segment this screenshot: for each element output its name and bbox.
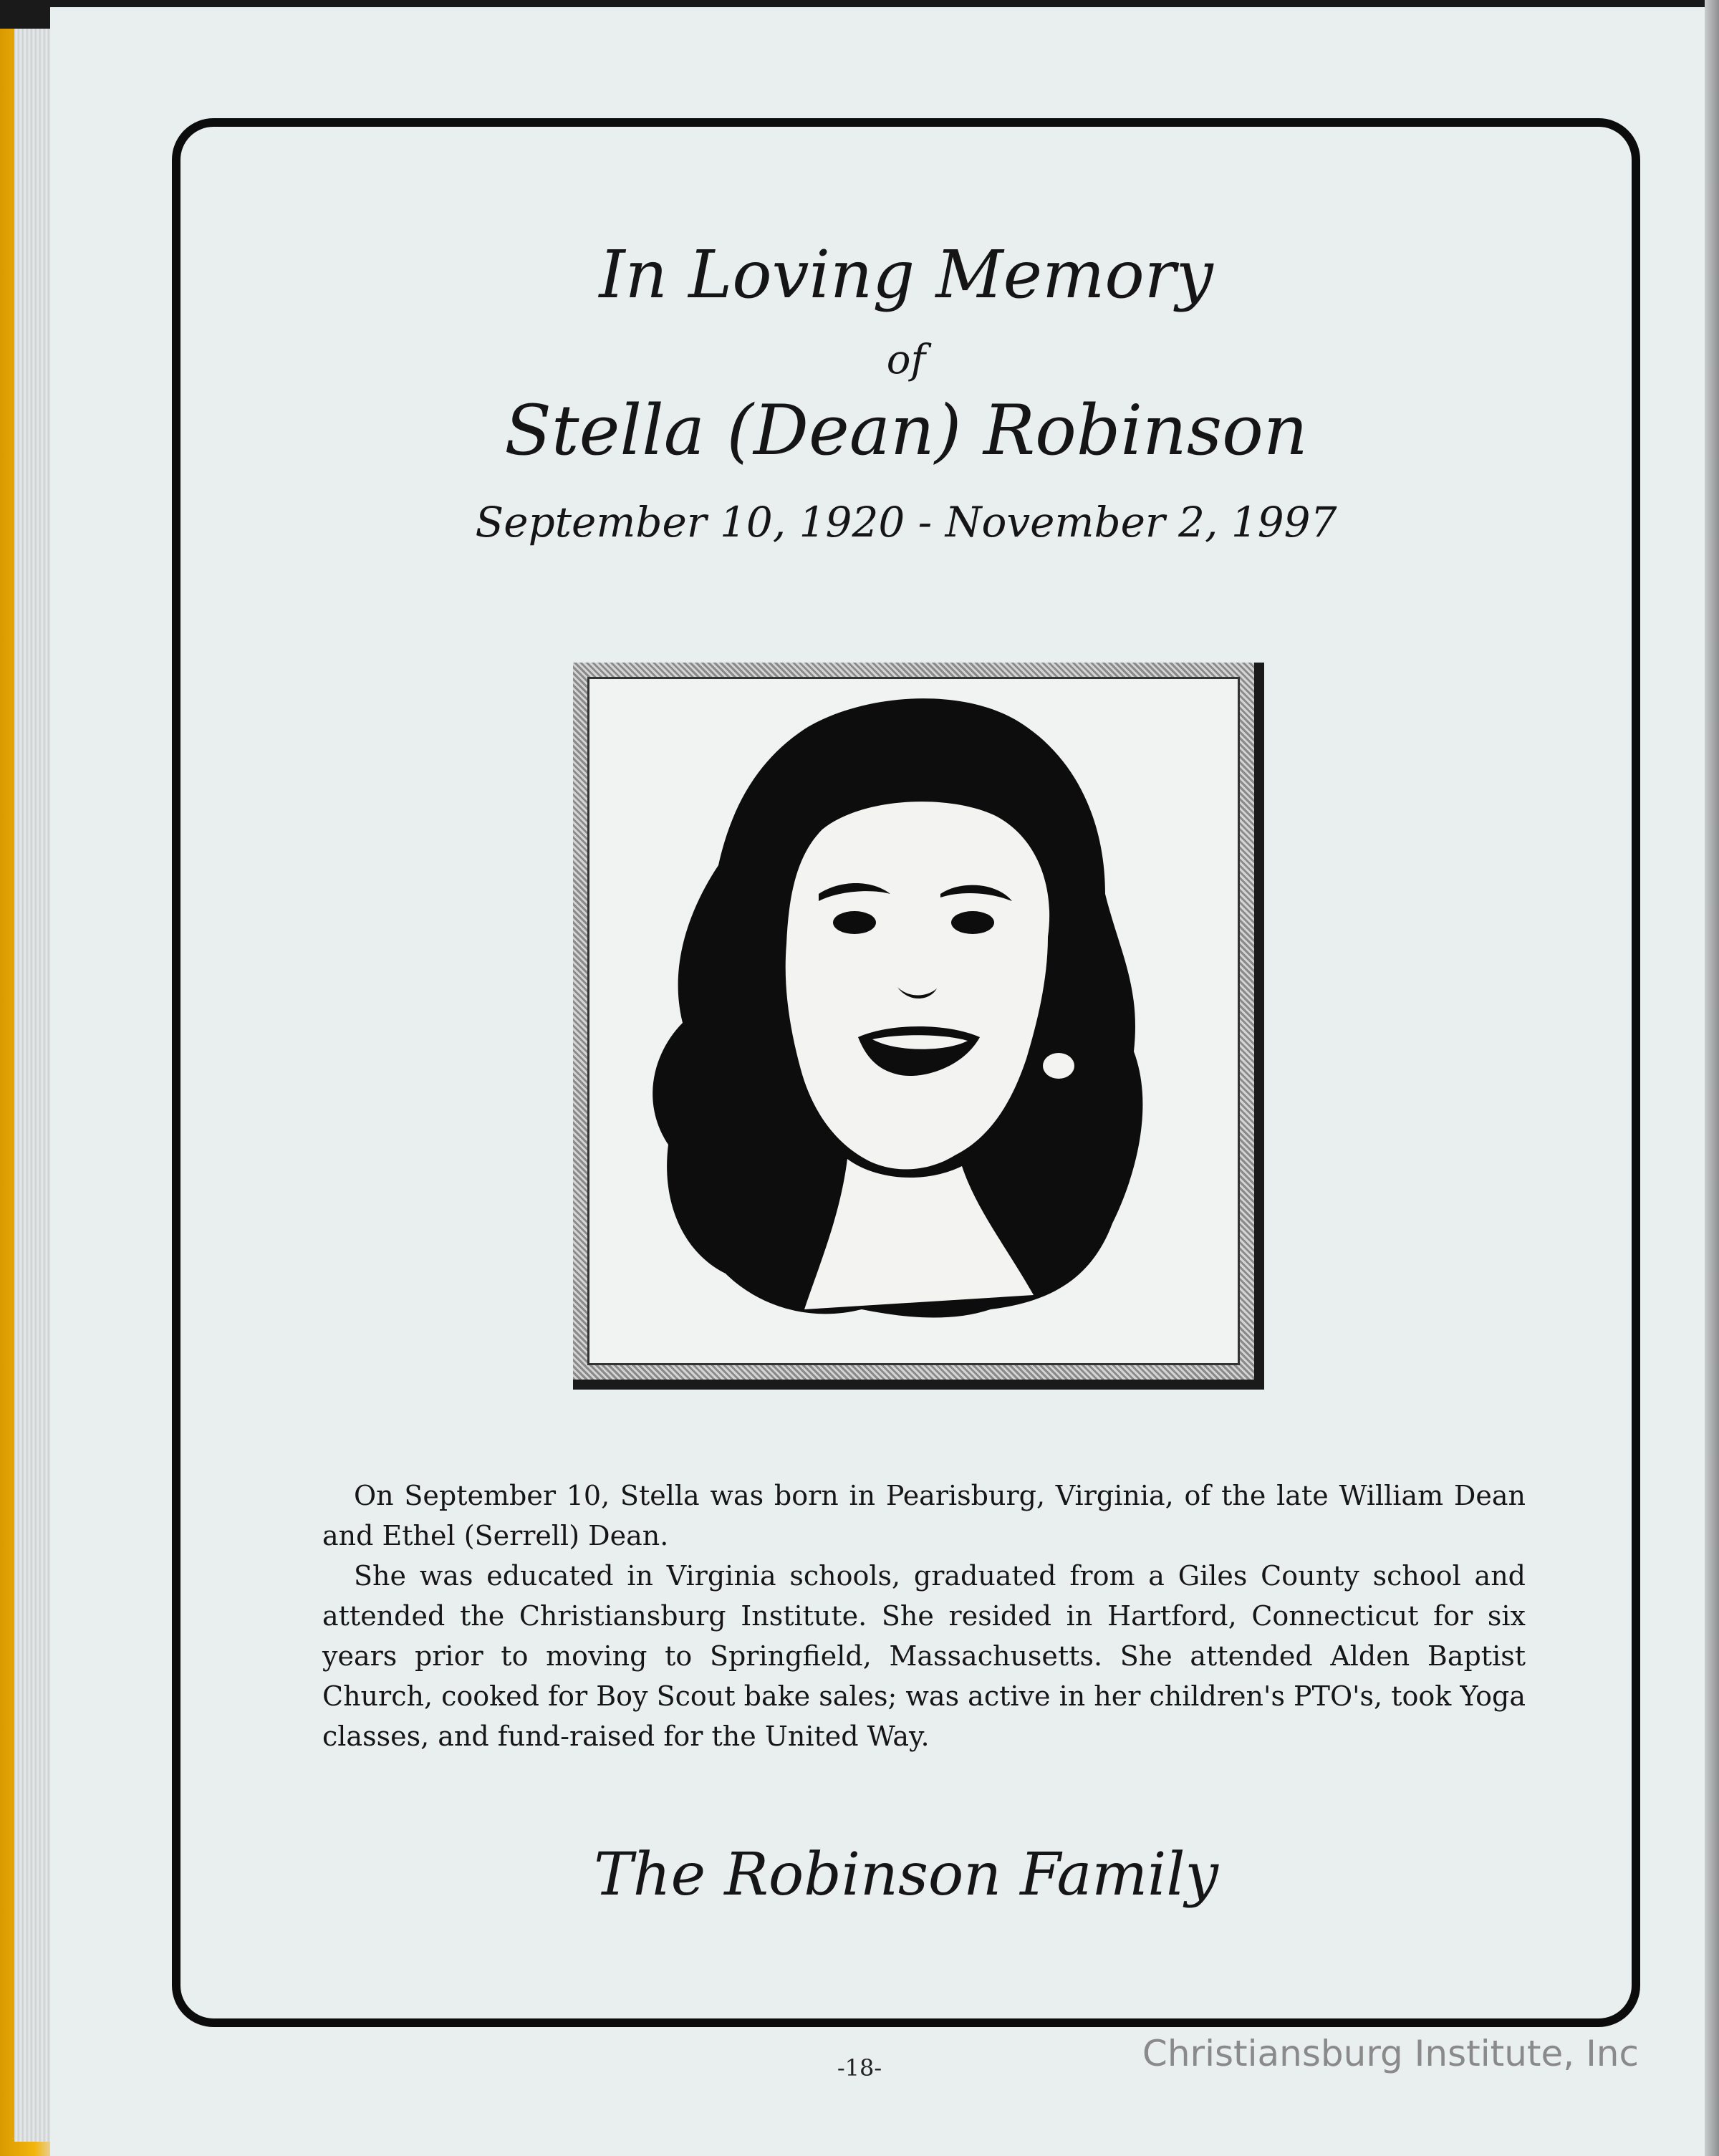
memorial-dates: September 10, 1920 - November 2, 1997 — [475, 498, 1337, 547]
portrait-earring — [1043, 1053, 1074, 1079]
memorial-of: of — [886, 337, 926, 383]
portrait-eye-right — [951, 911, 994, 934]
biography — [322, 1476, 1526, 1756]
biography-paragraph-1: On September 10, Stella was born in Pearisburg, Virginia, of the late William Dean and Ethel (Serrell) Dean. — [322, 1480, 1526, 1551]
portrait-photo — [587, 677, 1240, 1365]
family-signature: The Robinson Family — [594, 1841, 1218, 1909]
memorial-name: Stella (Dean) Robinson — [504, 390, 1308, 471]
biography-paragraph-2: She was educated in Virginia schools, graduated from a Giles County school and attended the Christiansburg Institute. She resided in Hartford, Connecticut for six years prior to moving to Springfield, Massachusetts. She attended Alden Baptist Church, cooked for Boy Scout bake sales; was active in her children's PTO's, took Yoga classes, and fund-raised for the United Way. — [322, 1560, 1526, 1752]
portrait-illustration — [589, 679, 1240, 1365]
page-number: -18- — [837, 2054, 882, 2082]
portrait-eye-left — [833, 911, 876, 934]
binding-edge — [1705, 0, 1719, 2156]
portrait-frame — [573, 663, 1264, 1390]
watermark: Christiansburg Institute, Inc — [1142, 2033, 1639, 2074]
memorial-title: In Loving Memory — [599, 236, 1213, 313]
